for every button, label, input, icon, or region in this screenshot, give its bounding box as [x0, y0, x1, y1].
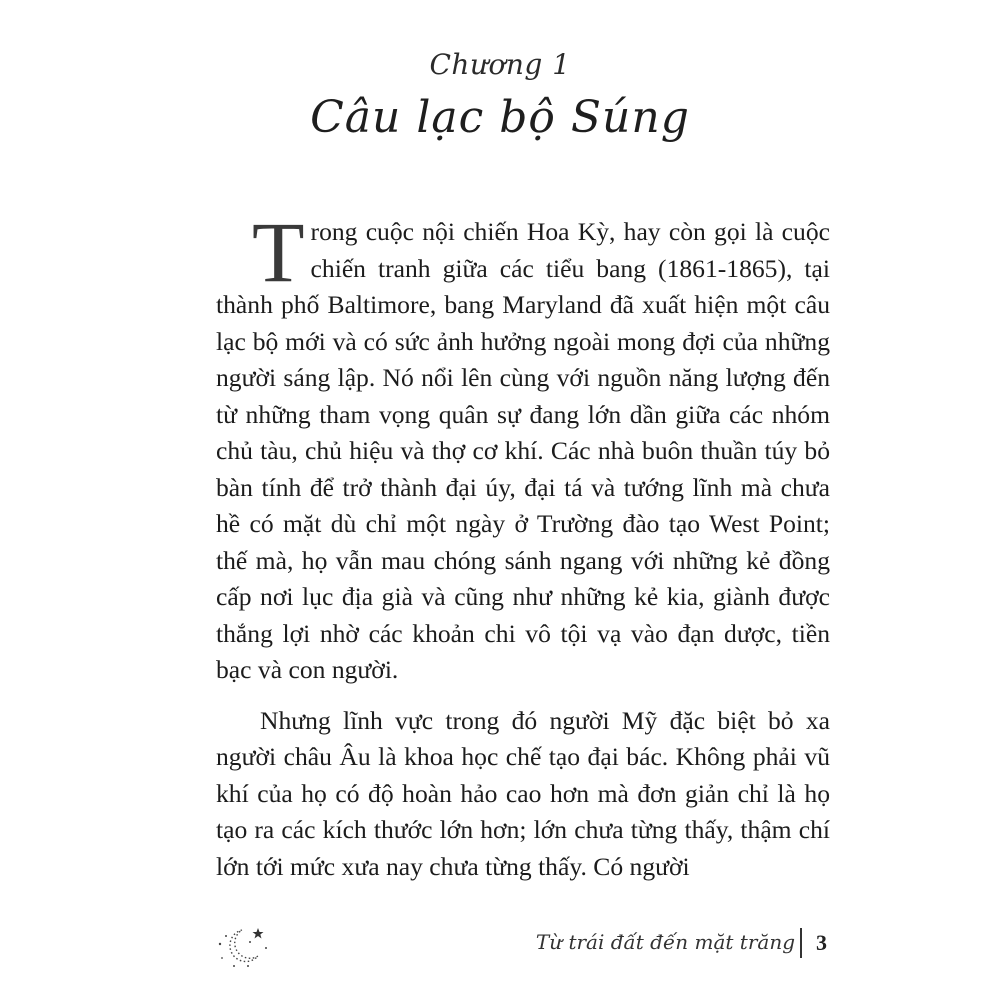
paragraph-1-text: rong cuộc nội chiến Hoa Kỳ, hay còn gọi là cuộc chiến tranh giữa các tiểu bang (1861-1865), tại thành phố Baltimore, bang Maryland đã xuất hiện một câu lạc bộ mới và có sức ảnh hưởng ngoài mong đợi của những người sáng lập. Nó nổi lên cùng với nguồn năng lượng đến từ những tham vọng quân sự đang lớn dần giữa các nhóm chủ tàu, chủ hiệu và thợ cơ khí. Các nhà buôn thuần túy bỏ bàn tính để trở thành đại úy, đại tá và tướng lĩnh mà chưa hề có mặt dù chỉ một ngày ở Trường đào tạo West Point; thế mà, họ vẫn mau chóng sánh ngang với những kẻ đồng cấp nơi lục địa già và cũng như những kẻ kia, giành được thắng lợi nhờ các khoản chi vô tội vạ vào đạn dược, tiền bạc và con người.: [216, 217, 830, 684]
paragraph-2: Nhưng lĩnh vực trong đó người Mỹ đặc biệt bỏ xa người châu Âu là khoa học chế tạo đại bác. Không phải vũ khí của họ có độ hoàn hảo cao hơn mà đơn giản chỉ là họ tạo ra các kích thước lớn hơn; lớn chưa từng thấy, thậm chí lớn tới mức xưa nay chưa từng thấy. Có người: [216, 705, 830, 881]
running-footer-title: Từ trái đất đến mặt trăng: [535, 930, 795, 954]
paragraph-1: [216, 204, 830, 689]
chapter-label: Chương 1: [429, 48, 571, 81]
drop-cap: T: [252, 204, 305, 300]
footer-divider: [800, 928, 802, 958]
body-text: [216, 204, 830, 885]
page-footer: [0, 922, 1000, 972]
page-number: 3: [816, 930, 827, 955]
moon-stars-icon: [214, 922, 274, 970]
chapter-title: Câu lạc bộ Súng: [310, 92, 690, 143]
